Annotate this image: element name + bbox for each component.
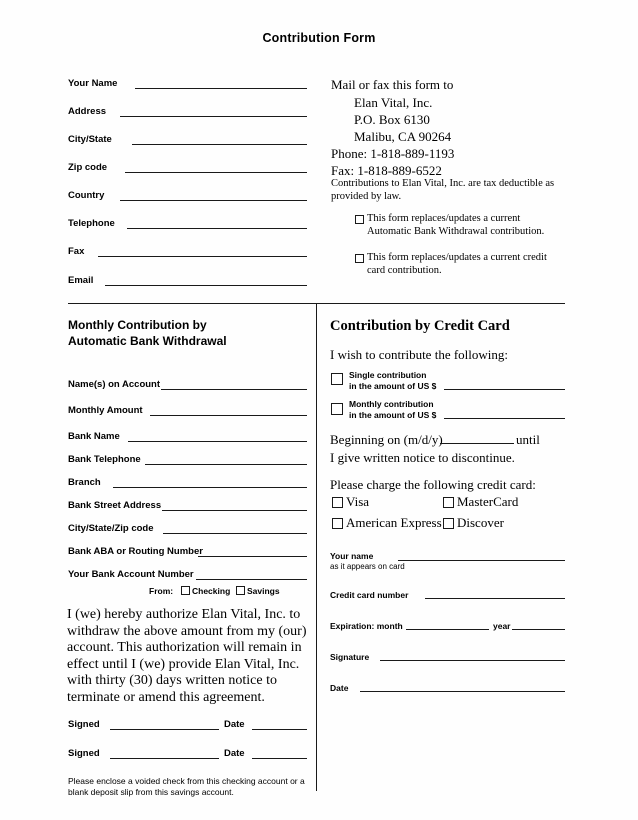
input-signed-2[interactable] — [110, 758, 219, 759]
bank-footer-note: Please enclose a voided check from this checking account or a blank deposit slip from this savings account. — [68, 776, 305, 797]
label-bank-telephone: Bank Telephone — [68, 454, 141, 465]
input-your-name[interactable] — [135, 88, 307, 89]
label-savings: Savings — [247, 586, 280, 596]
input-bank-name[interactable] — [128, 441, 307, 442]
label-your-name: Your Name — [68, 78, 118, 89]
authorization-paragraph: I (we) hereby authorize Elan Vital, Inc. to withdraw the above amount from my (our) account. This authorization will remain in effect until I (we) provide Elan Vital, Inc. with thirty (30) days written notice to terminate or amend this agreement. — [67, 607, 307, 705]
input-email[interactable] — [105, 285, 307, 286]
credit-section-heading: Contribution by Credit Card — [330, 318, 510, 334]
input-beginning-date[interactable] — [440, 443, 514, 444]
label-telephone: Telephone — [68, 218, 115, 229]
label-date-2: Date — [224, 748, 245, 759]
discontinue-line: I give written notice to discontinue. — [330, 450, 515, 465]
checkbox-replaces-credit-card-label: This form replaces/updates a current credit card contribution. — [367, 252, 547, 276]
checkbox-discover[interactable] — [443, 518, 454, 529]
input-country[interactable] — [120, 200, 307, 201]
checkbox-visa[interactable] — [332, 497, 343, 508]
label-mastercard: MasterCard — [457, 494, 519, 509]
bank-section-heading-line1: Monthly Contribution by — [68, 318, 207, 332]
input-telephone[interactable] — [127, 228, 307, 229]
label-credit-card-number: Credit card number — [330, 590, 409, 600]
input-credit-date[interactable] — [360, 691, 565, 692]
label-visa: Visa — [346, 494, 370, 509]
input-names-on-account[interactable] — [161, 389, 307, 390]
label-signed-2: Signed — [68, 748, 100, 759]
checkbox-checking[interactable] — [181, 586, 190, 595]
input-bank-account-number[interactable] — [196, 579, 307, 580]
input-fax[interactable] — [98, 256, 307, 257]
input-city-state[interactable] — [132, 144, 307, 145]
input-branch[interactable] — [113, 487, 307, 488]
label-expiration-month: Expiration: month — [330, 621, 403, 631]
label-single-contribution: Single contribution — [349, 370, 427, 380]
mail-po-box: P.O. Box 6130 — [354, 112, 430, 127]
label-city-state-zip-code: City/State/Zip code — [68, 523, 154, 534]
label-single-contribution-amount: in the amount of US $ — [349, 381, 437, 391]
input-city-state-zip-code[interactable] — [163, 533, 307, 534]
label-country: Country — [68, 190, 105, 201]
label-beginning-on: Beginning on (m/d/y) — [330, 432, 443, 447]
input-credit-card-number[interactable] — [425, 598, 565, 599]
input-name-on-card[interactable] — [398, 560, 565, 561]
label-monthly-contribution-amount: in the amount of US $ — [349, 410, 437, 420]
column-divider — [316, 304, 317, 791]
tax-deductible-note: Contributions to Elan Vital, Inc. are tax deductible as provided by law. — [331, 178, 555, 202]
input-expiration-year[interactable] — [512, 629, 565, 630]
input-address[interactable] — [120, 116, 307, 117]
input-date-1[interactable] — [252, 729, 307, 730]
label-address: Address — [68, 106, 107, 117]
label-signed-1: Signed — [68, 719, 100, 730]
input-bank-street-address[interactable] — [162, 510, 307, 511]
label-your-name-on-card: Your name — [330, 551, 374, 561]
label-branch: Branch — [68, 477, 101, 488]
checkbox-replaces-credit-card[interactable] — [355, 254, 364, 263]
checkbox-single-contribution[interactable] — [331, 373, 343, 385]
checkbox-american-express[interactable] — [332, 518, 343, 529]
label-american-express: American Express — [346, 515, 442, 530]
input-zip-code[interactable] — [125, 172, 307, 173]
label-bank-street-address: Bank Street Address — [68, 500, 162, 511]
label-signature: Signature — [330, 652, 370, 662]
credit-wish-line: I wish to contribute the following: — [330, 347, 509, 362]
page-title: Contribution Form — [262, 31, 376, 45]
input-monthly-contribution-amount[interactable] — [444, 418, 565, 419]
label-zip-code: Zip code — [68, 162, 108, 173]
charge-card-line: Please charge the following credit card: — [330, 477, 536, 492]
label-date-1: Date — [224, 719, 245, 730]
label-from: From: — [149, 586, 174, 596]
input-signature[interactable] — [380, 660, 565, 661]
input-monthly-amount[interactable] — [150, 415, 307, 416]
input-bank-telephone[interactable] — [145, 464, 307, 465]
mail-fax: Fax: 1-818-889-6522 — [331, 163, 442, 178]
mail-phone: Phone: 1-818-889-1193 — [331, 146, 455, 161]
label-monthly-contribution: Monthly contribution — [349, 399, 434, 409]
checkbox-savings[interactable] — [236, 586, 245, 595]
input-bank-aba-routing[interactable] — [198, 556, 307, 557]
mail-org: Elan Vital, Inc. — [354, 95, 433, 110]
checkbox-mastercard[interactable] — [443, 497, 454, 508]
label-bank-name: Bank Name — [68, 431, 120, 442]
checkbox-monthly-contribution[interactable] — [331, 403, 343, 415]
bank-section-heading-line2: Automatic Bank Withdrawal — [68, 334, 227, 348]
label-bank-aba-routing: Bank ABA or Routing Number — [68, 546, 203, 557]
mail-city-state-zip: Malibu, CA 90264 — [354, 129, 452, 144]
label-email: Email — [68, 275, 94, 286]
label-until: until — [516, 432, 540, 447]
label-monthly-amount: Monthly Amount — [68, 405, 143, 416]
checkbox-replaces-bank-withdrawal[interactable] — [355, 215, 364, 224]
mail-intro: Mail or fax this form to — [331, 77, 454, 92]
label-city-state: City/State — [68, 134, 112, 145]
label-as-it-appears-on-card: as it appears on card — [330, 562, 405, 571]
label-discover: Discover — [457, 515, 504, 530]
label-credit-date: Date — [330, 683, 349, 693]
label-names-on-account: Name(s) on Account — [68, 379, 161, 390]
label-expiration-year: year — [493, 621, 511, 631]
input-signed-1[interactable] — [110, 729, 219, 730]
input-single-contribution-amount[interactable] — [444, 389, 565, 390]
label-checking: Checking — [192, 586, 231, 596]
label-fax: Fax — [68, 246, 85, 257]
label-bank-account-number: Your Bank Account Number — [68, 569, 194, 580]
input-expiration-month[interactable] — [406, 629, 489, 630]
checkbox-replaces-bank-withdrawal-label: This form replaces/updates a current Automatic Bank Withdrawal contribution. — [367, 213, 545, 237]
input-date-2[interactable] — [252, 758, 307, 759]
